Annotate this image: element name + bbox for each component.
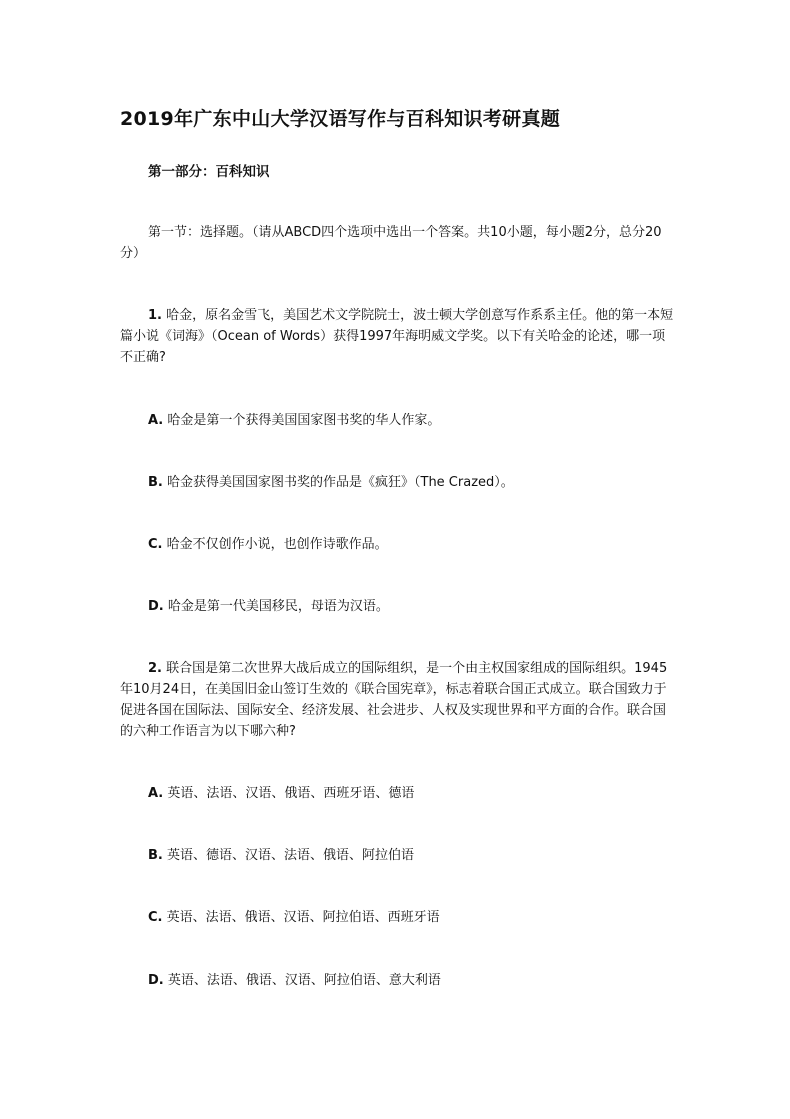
q1-option-d xyxy=(148,596,389,617)
q2-option-a xyxy=(148,783,414,804)
option-text: 哈金是第一个获得美国国家图书奖的华人作家。 xyxy=(167,413,441,428)
q1-option-c xyxy=(148,534,388,555)
option-text: 哈金不仅创作小说，也创作诗歌作品。 xyxy=(166,537,388,552)
instruction-text: 第一节：选择题。（请从ABCD四个选项中选出一个答案。共10小题，每小题2分，总分20分） xyxy=(120,225,662,261)
document-title: 2019年广东中山大学汉语写作与百科知识考研真题 xyxy=(120,108,561,130)
option-letter: B. xyxy=(148,848,163,863)
option-text: 哈金获得美国国家图书奖的作品是《疯狂》（The Crazed）。 xyxy=(167,475,514,490)
option-letter: B. xyxy=(148,475,163,490)
option-text: 哈金是第一代美国移民，母语为汉语。 xyxy=(167,599,389,614)
option-text: 英语、法语、俄语、汉语、阿拉伯语、西班牙语 xyxy=(166,910,440,925)
section-title: 第一部分：百科知识 xyxy=(148,164,270,180)
option-letter: A. xyxy=(148,786,164,801)
option-letter: C. xyxy=(148,537,163,552)
question-text: 联合国是第二次世界大战后成立的国际组织，是一个由主权国家组成的国际组织。1945年10月24日，在美国旧金山签订生效的《联合国宪章》，标志着联合国正式成立。联合国致力于促进各国在国际法、国际安全、经济发展、社会进步、人权及实现世界和平方面的合作。联合国的六种工作语言为以下哪六种? xyxy=(120,661,668,739)
q1-option-b xyxy=(148,472,514,493)
option-text: 英语、法语、汉语、俄语、西班牙语、德语 xyxy=(167,786,415,801)
q2-option-d xyxy=(148,970,441,991)
option-text: 英语、法语、俄语、汉语、阿拉伯语、意大利语 xyxy=(167,973,441,988)
question-number: 2. xyxy=(148,661,162,676)
question-number: 1. xyxy=(148,308,162,323)
option-letter: C. xyxy=(148,910,163,925)
question-2 xyxy=(120,658,676,742)
option-text: 英语、德语、汉语、法语、俄语、阿拉伯语 xyxy=(167,848,415,863)
q2-option-c xyxy=(148,907,440,928)
q1-option-a xyxy=(148,410,440,431)
question-text: 哈金，原名金雪飞，美国艺术文学院院士，波士顿大学创意写作系系主任。他的第一本短篇小说《词海》（Ocean of Words）获得1997年海明威文学奖。以下有关哈金的论述，哪一项不正确? xyxy=(120,308,674,365)
question-1 xyxy=(120,305,676,368)
option-letter: D. xyxy=(148,973,164,988)
q2-option-b xyxy=(148,845,414,866)
option-letter: D. xyxy=(148,599,164,614)
option-letter: A. xyxy=(148,413,164,428)
